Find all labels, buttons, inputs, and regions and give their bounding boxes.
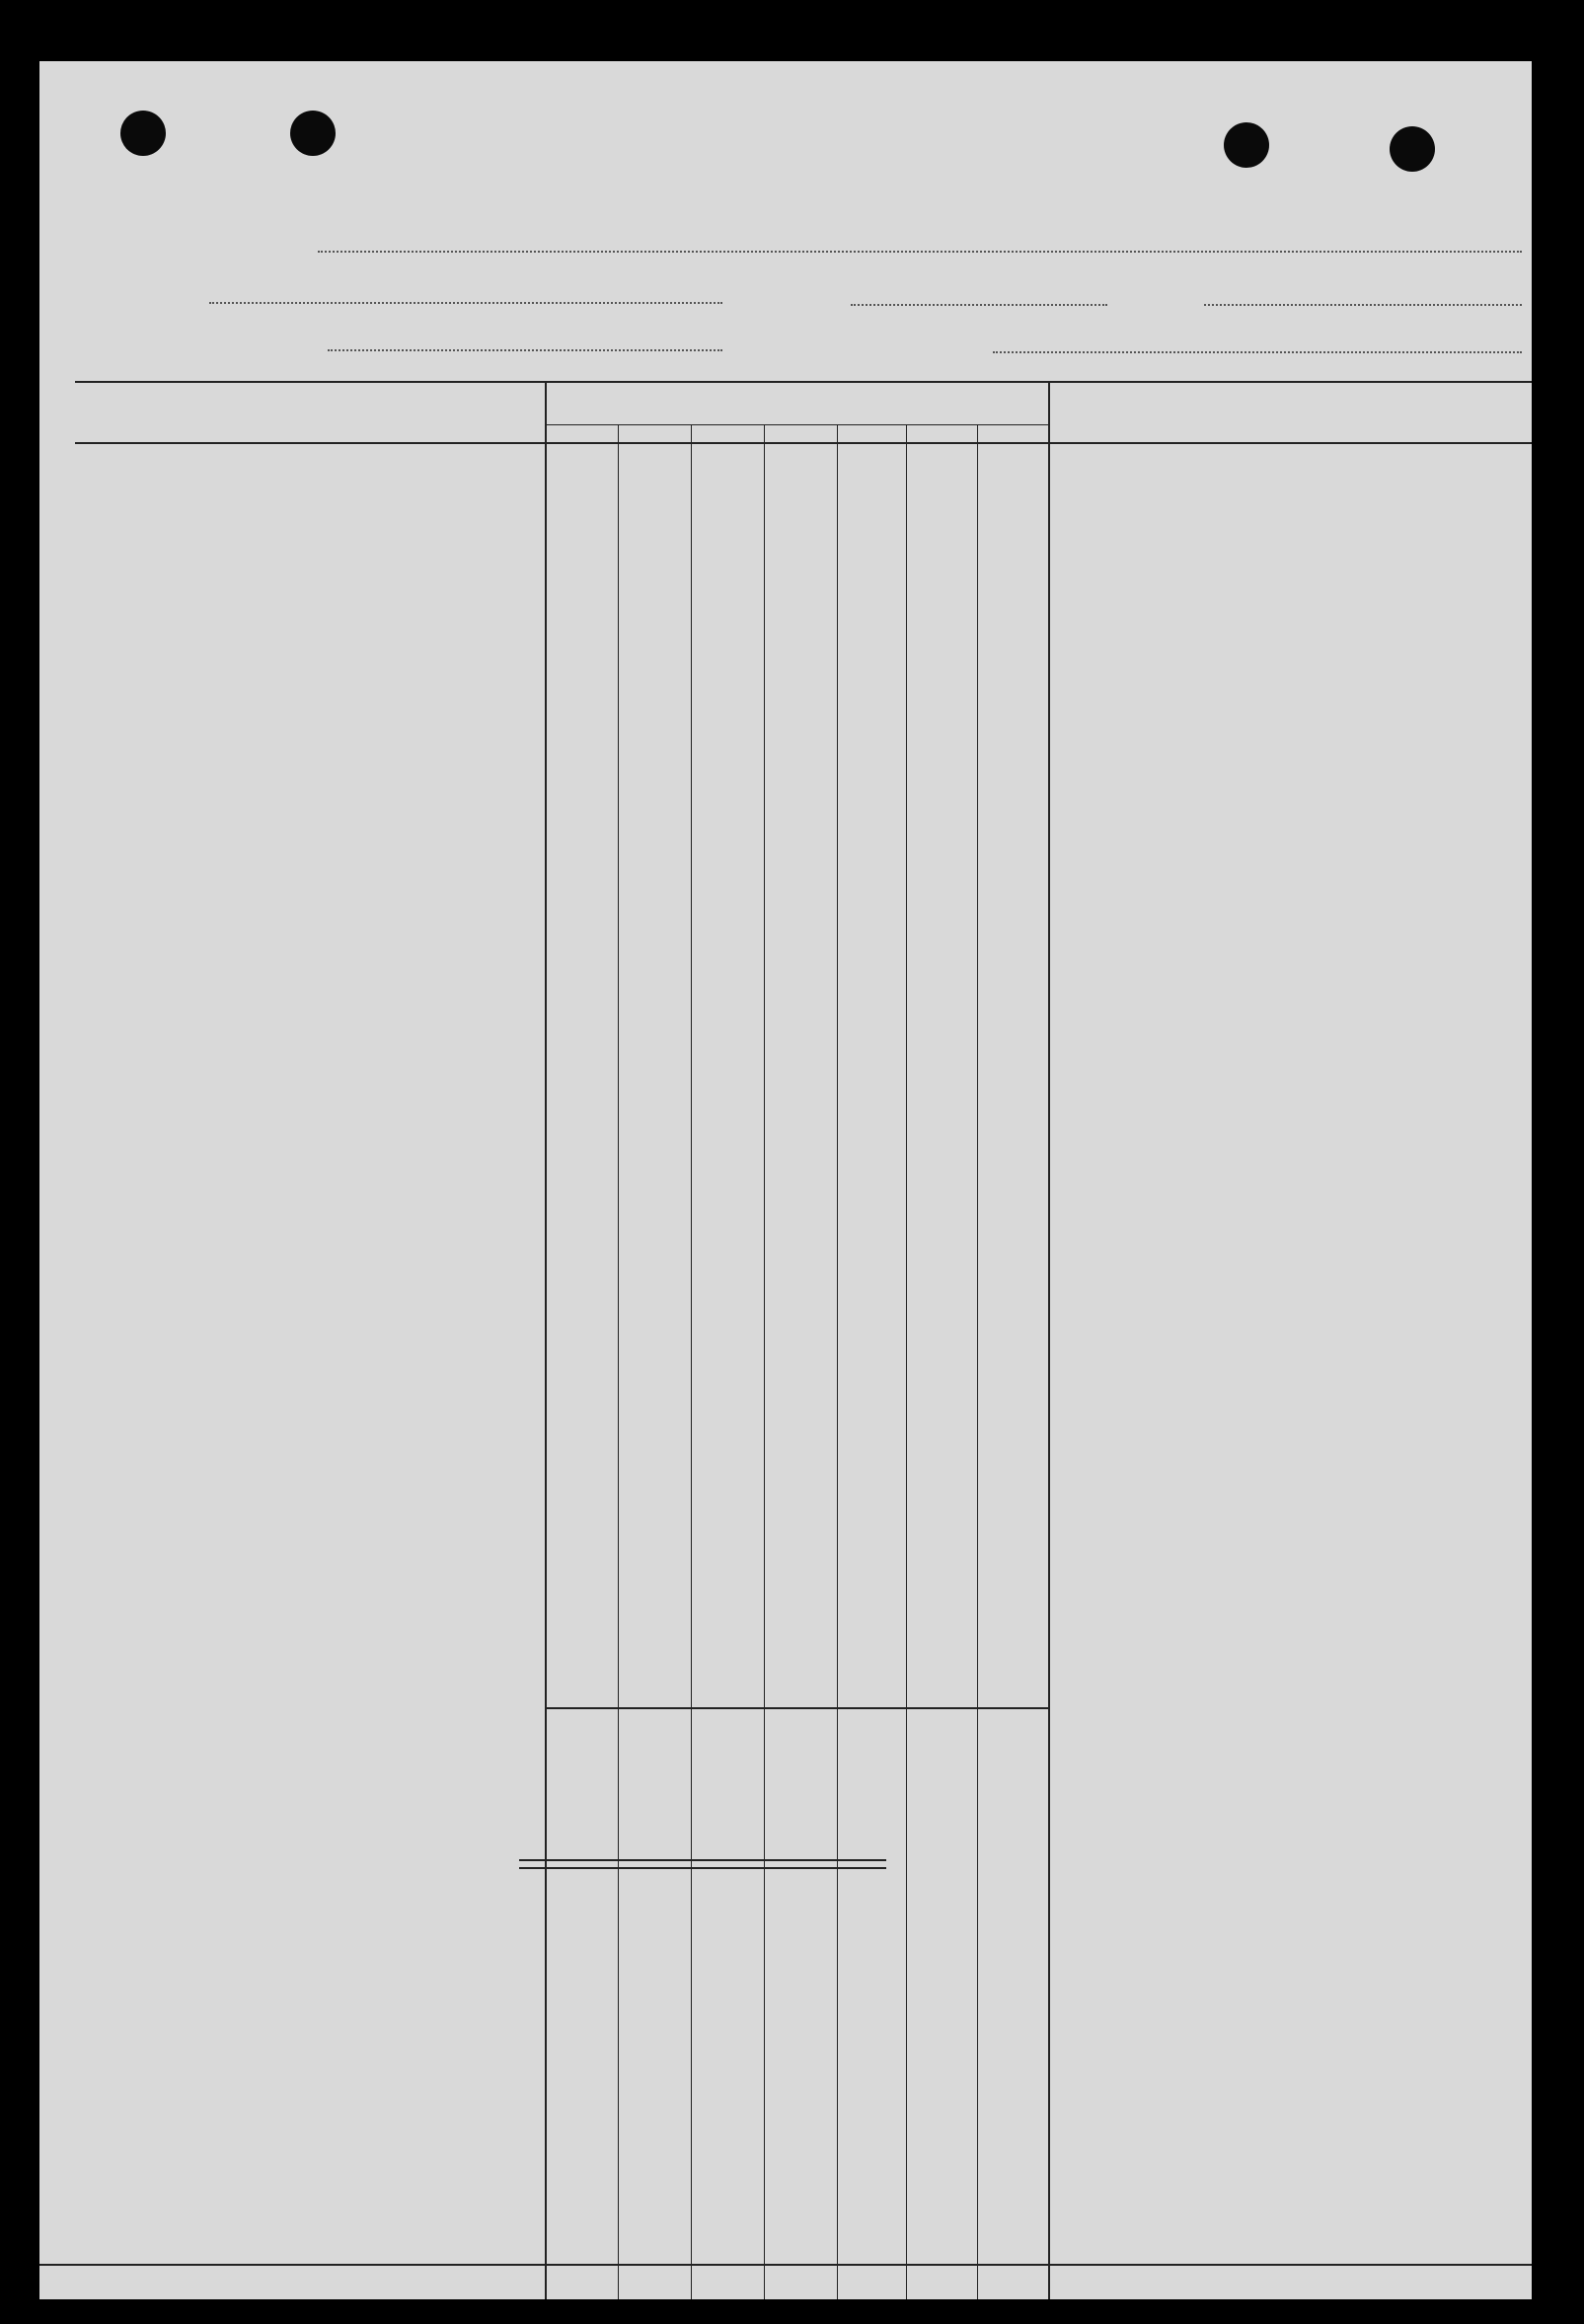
- manifest-page: [39, 61, 1532, 2299]
- tick-marks-overlay: [39, 61, 1532, 2299]
